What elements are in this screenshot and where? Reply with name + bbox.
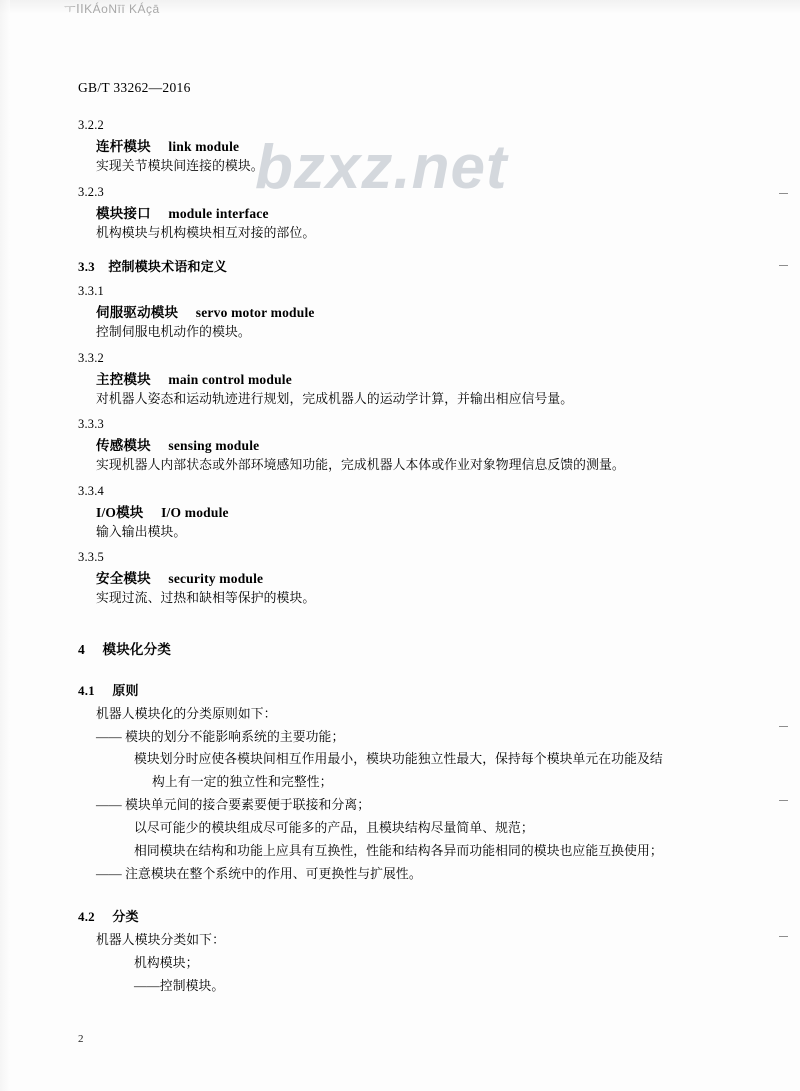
term-definition: 输入输出模块。 <box>96 524 187 539</box>
term-entry <box>96 135 718 155</box>
term-en: link module <box>168 139 240 154</box>
clause-number: 3.2.3 <box>78 184 104 199</box>
term-cn: 伺服驱动模块 <box>96 305 179 321</box>
term-en: main control module <box>168 371 292 387</box>
list-item: ——控制模块。 <box>134 979 225 994</box>
term-definition: 实现机器人内部状态或外部环境感知功能，完成机器人本体或作业对象物理信息反馈的测量。 <box>96 458 625 473</box>
paragraph: 机器人模块化的分类原则如下： <box>96 706 277 721</box>
scan-edge-left <box>0 0 10 1091</box>
subsection-title: 原则 <box>112 682 139 698</box>
term-entry <box>96 434 718 454</box>
term-en: sensing module <box>168 438 260 454</box>
margin-tick <box>779 193 788 194</box>
chapter-heading-4 <box>78 638 718 658</box>
term-definition: 控制伺服电机动作的模块。 <box>96 325 251 340</box>
scan-artifact-text: ㅜⅠⅠKÁoNīī KÁçā <box>64 2 160 16</box>
list-item: 以尽可能少的模块组成尽可能多的产品，且模块结构尽量简单、规范； <box>134 820 534 835</box>
document-content <box>78 0 718 1000</box>
term-cn: I/O模块 <box>96 504 144 520</box>
clause-number: 3.2.2 <box>78 118 104 132</box>
standard-number: GB/T 33262—2016 <box>78 80 191 95</box>
section-number: 3.3 <box>78 259 95 275</box>
term-definition: 实现关节模块间连接的模块。 <box>96 159 264 173</box>
margin-tick <box>779 265 788 266</box>
list-item: 机构模块； <box>134 956 199 971</box>
clause-number: 3.3.1 <box>78 284 104 299</box>
list-item: 模块划分时应使各模块间相互作用最小，模块功能独立性最大，保持每个模块单元在功能及结 <box>134 752 663 767</box>
page-number: 2 <box>78 1033 84 1045</box>
margin-tick <box>779 726 788 727</box>
clause-number: 3.3.5 <box>78 550 104 565</box>
term-entry <box>96 501 718 521</box>
list-item: 构上有一定的独立性和完整性； <box>152 775 333 790</box>
subsection-heading-4-2 <box>78 906 718 925</box>
term-definition: 机构模块与机构模块相互对接的部位。 <box>96 225 316 240</box>
subsection-number: 4.2 <box>78 909 95 925</box>
margin-tick <box>779 800 788 801</box>
list-item: 相同模块在结构和功能上应具有互换性，性能和结构各异而功能相同的模块也应能互换使用； <box>134 843 663 858</box>
term-cn: 连杆模块 <box>96 139 151 154</box>
term-entry <box>96 368 718 388</box>
term-en: servo motor module <box>195 305 315 321</box>
paragraph: 机器人模块分类如下： <box>96 933 225 948</box>
margin-tick <box>779 936 788 937</box>
term-entry <box>96 301 718 321</box>
clause-number: 3.3.2 <box>78 350 104 365</box>
list-item: —— 注意模块在整个系统中的作用、可更换性与扩展性。 <box>96 866 422 881</box>
subsection-title: 分类 <box>112 909 139 925</box>
term-cn: 主控模块 <box>96 371 151 387</box>
term-cn: 安全模块 <box>96 571 151 587</box>
term-cn: 模块接口 <box>96 205 151 221</box>
list-item: —— 模块的划分不能影响系统的主要功能； <box>96 729 345 744</box>
section-title: 控制模块术语和定义 <box>108 259 228 275</box>
watermark: bzxz.net <box>255 133 508 202</box>
list-item: —— 模块单元间的接合要素要便于联接和分离； <box>96 798 371 813</box>
subsection-heading-4-1 <box>78 680 718 699</box>
term-en: security module <box>168 571 264 587</box>
term-en: I/O module <box>161 504 229 520</box>
term-definition: 对机器人姿态和运动轨迹进行规划，完成机器人的运动学计算，并输出相应信号量。 <box>96 391 574 406</box>
section-heading-3-3 <box>78 256 718 275</box>
clause-number: 3.3.3 <box>78 417 104 432</box>
chapter-number: 4 <box>78 641 85 657</box>
term-entry <box>96 567 718 587</box>
term-en: module interface <box>168 205 269 221</box>
term-entry <box>96 202 718 222</box>
term-cn: 传感模块 <box>96 438 151 454</box>
subsection-number: 4.1 <box>78 682 95 698</box>
clause-number: 3.3.4 <box>78 483 104 498</box>
chapter-title: 模块化分类 <box>102 641 172 657</box>
term-definition: 实现过流、过热和缺相等保护的模块。 <box>96 591 316 606</box>
